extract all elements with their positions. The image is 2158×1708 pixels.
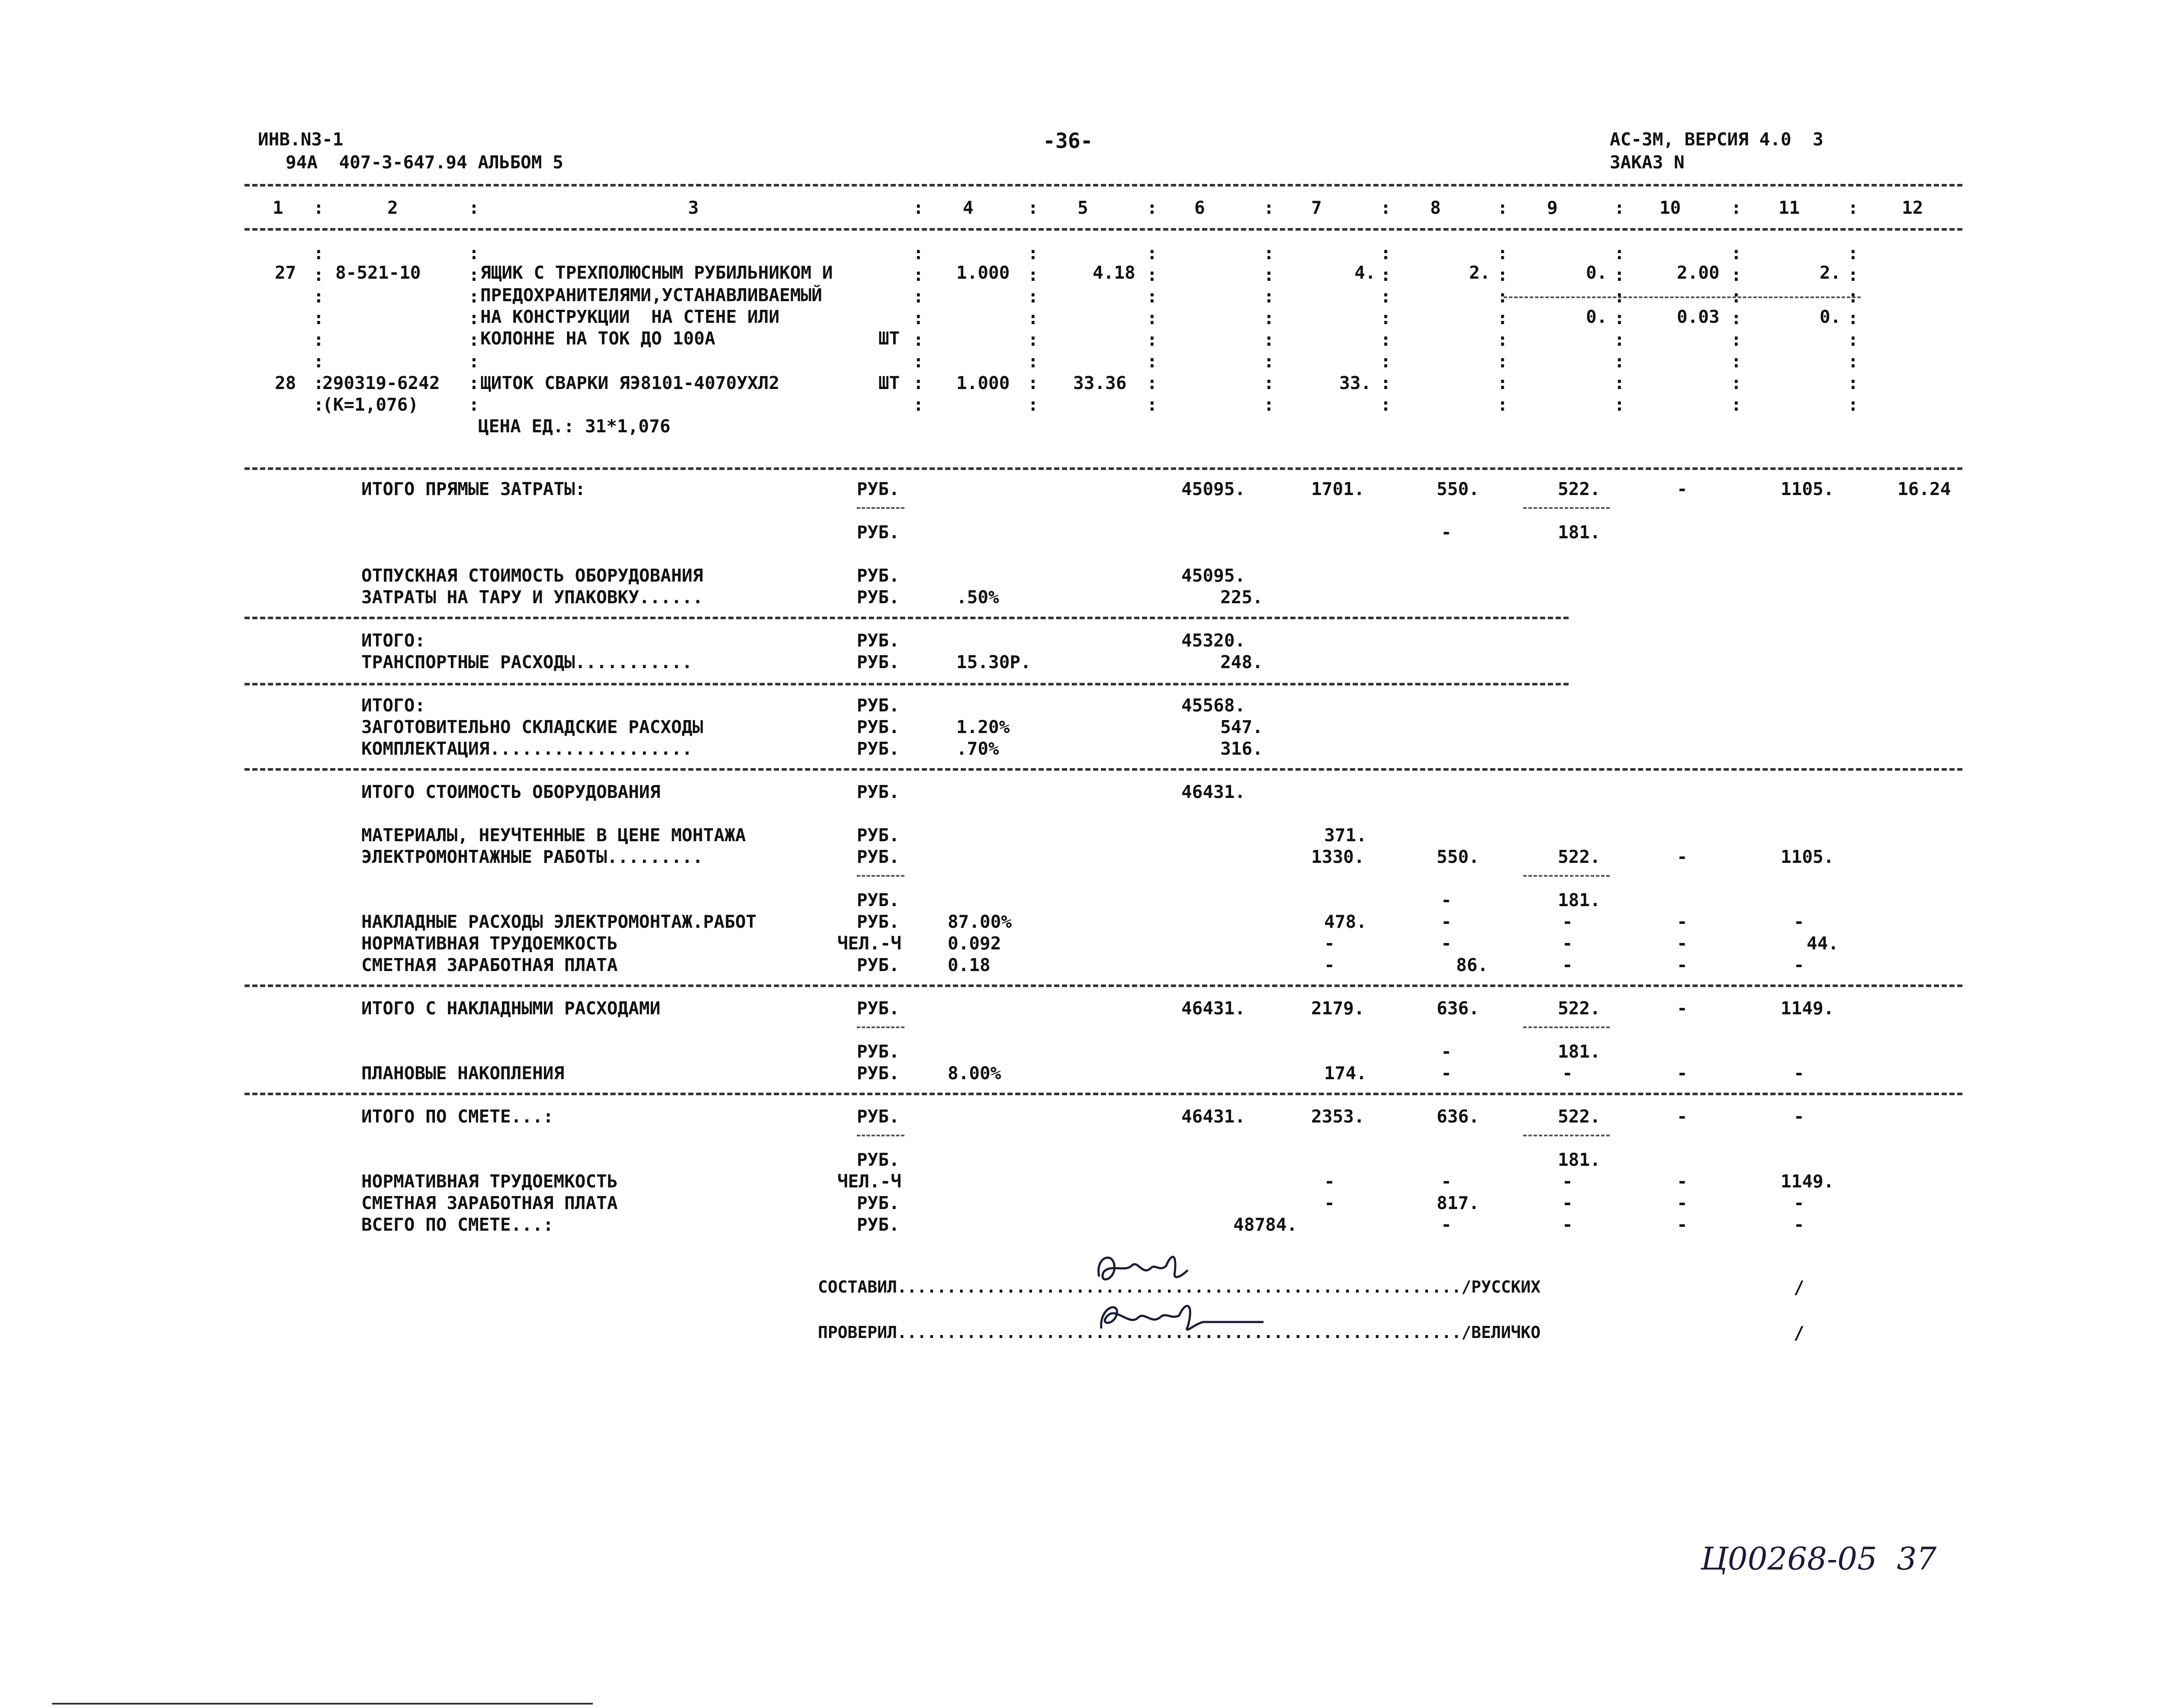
summary-label: ПЛАНОВЫЕ НАКОПЛЕНИЯ [361,1063,564,1084]
summary-col4: 1.20% [956,717,1010,737]
col-separator: : : : : : : : : [1264,243,1274,415]
summary-unit: РУБ. [857,630,900,651]
item-price-note: ЦЕНА ЕД.: 31*1,076 [478,416,671,437]
summary-label: НОРМАТИВНАЯ ТРУДОЕМКОСТЬ [361,1171,618,1192]
col-separator: : [1028,197,1039,218]
summary-col4: 8.00% [948,1063,1001,1084]
item-col10-sub: 0.03 [1677,306,1720,327]
summary-unit: РУБ. [857,955,900,975]
summary-col10: - [1677,1063,1688,1084]
summary-unit: РУБ. [857,479,900,499]
col-separator: : [913,197,924,218]
summary-col7: 1701. [1311,479,1365,499]
summary-col11: - [1794,1106,1804,1127]
summary-col8: 817. [1437,1193,1479,1213]
summary-col8: - [1441,890,1452,910]
summary-unit: РУБ. [857,1193,900,1213]
summary-unit: РУБ. [857,1106,900,1127]
summary-unit: РУБ. [857,652,900,672]
summary-col12: 16.24 [1897,479,1951,499]
col-separator: : : : : : : : : [1497,243,1508,415]
col-separator: : : : : : : : : [469,243,479,415]
item-code: 8-521-10 [335,262,421,283]
summary-unit: РУБ. [857,890,900,910]
summary-label: МАТЕРИАЛЫ, НЕУЧТЕННЫЕ В ЦЕНЕ МОНТАЖА [361,825,746,846]
col-3: 3 [688,197,699,218]
summary-col9: 181. [1558,1041,1601,1062]
signature-composed [1090,1246,1220,1294]
summary-label: КОМПЛЕКТАЦИЯ................... [361,738,693,759]
item-unit: ШТ [878,328,900,349]
summary-unit: РУБ. [857,565,900,586]
summary-label: СМЕТНАЯ ЗАРАБОТНАЯ ПЛАТА [361,955,618,975]
summary-col8: 550. [1437,479,1479,499]
summary-col6: 45568. [1181,695,1246,716]
summary-col10: - [1677,998,1688,1019]
summary-col8: 636. [1437,998,1479,1019]
archive-number-stamp: Ц00268-05 37 [1701,1541,1937,1577]
summary-total: 48784. [1233,1214,1298,1235]
col-separator: : [313,197,324,218]
summary-label: ИТОГО СТОИМОСТЬ ОБОРУДОВАНИЯ [361,782,661,802]
summary-col9: 522. [1558,846,1601,867]
summary-col4: .50% [956,587,999,608]
summary-unit: РУБ. [857,911,900,932]
summary-col9: - [1562,1063,1573,1084]
col-4: 4 [963,197,974,218]
section-rule [244,617,1569,619]
item-col9-sub: 0. [1586,306,1608,327]
scan-edge-line [52,1703,593,1705]
item-quantity: 1.000 [956,373,1010,393]
unit-underline [857,1026,904,1028]
slash-mark: / [1794,1277,1804,1298]
summary-col9: - [1562,1214,1573,1235]
summary-unit: РУБ. [857,998,900,1019]
summary-col6: 248. [1220,652,1263,672]
summary-col8: - [1441,1063,1452,1084]
summary-col6: 547. [1220,717,1263,737]
summary-unit: РУБ. [857,782,900,802]
col-separator: : : : : : : : : [313,243,324,415]
summary-label: ИТОГО: [361,630,426,651]
summary-col9: 522. [1558,998,1601,1019]
summary-unit: ЧЕЛ.-Ч [837,933,902,954]
summary-unit: ЧЕЛ.-Ч [837,1171,902,1192]
summary-col8: - [1441,1171,1452,1192]
item-description-line: ПРЕДОХРАНИТЕЛЯМИ,УСТАНАВЛИВАЕМЫЙ [480,285,822,306]
summary-col6: 45095. [1181,479,1246,499]
summary-col4: 15.30Р. [956,652,1031,672]
summary-unit: РУБ. [857,1214,900,1235]
summary-col8: 550. [1437,846,1479,867]
item-number: 28 [275,373,296,393]
col-separator: : : : : : : : : [1380,243,1391,415]
header-top-rule [244,184,1962,187]
col-separator: : : : : : : : : [1848,243,1859,415]
summary-col7: 371. [1324,825,1367,846]
summary-unit: РУБ. [857,1149,900,1170]
col-separator: : : : : : : : : [1614,243,1625,415]
summary-label: ИТОГО ПО СМЕТЕ...: [361,1106,554,1127]
item-description-line: НА КОНСТРУКЦИИ НА СТЕНЕ ИЛИ [480,306,780,327]
summary-col11: 1149. [1781,998,1834,1019]
summary-col10: - [1677,933,1688,954]
col-separator: : [1264,197,1274,218]
summary-col9: 181. [1558,522,1601,543]
summary-col6: 46431. [1181,998,1246,1019]
item-col7: 4. [1354,262,1376,283]
col-2: 2 [387,197,398,218]
summary-col9: - [1562,1193,1573,1213]
summary-unit: РУБ. [857,738,900,759]
summary-col8: 636. [1437,1106,1479,1127]
summary-label: ЗАТРАТЫ НА ТАРУ И УПАКОВКУ...... [361,587,703,608]
summary-label: НАКЛАДНЫЕ РАСХОДЫ ЭЛЕКТРОМОНТАЖ.РАБОТ [361,911,757,932]
summary-col8: - [1441,911,1452,932]
col-7: 7 [1311,197,1322,218]
section-rule [244,768,1962,771]
summary-col9: - [1562,933,1573,954]
summary-col7: 2353. [1311,1106,1365,1127]
summary-unit: РУБ. [857,695,900,716]
col9-underline [1523,1135,1610,1136]
summary-col10: - [1677,479,1688,499]
summary-unit: РУБ. [857,717,900,737]
section-rule [244,683,1569,685]
item-col7: 33. [1339,373,1372,393]
col-12: 12 [1902,197,1923,218]
summary-label: ЗАГОТОВИТЕЛЬНО СКЛАДСКИЕ РАСХОДЫ [361,717,703,737]
summary-col8: - [1441,1214,1452,1235]
order-label: ЗАКАЗ N [1610,152,1685,173]
summary-col9: - [1562,911,1573,932]
item-unit-price: 33.36 [1073,373,1127,393]
summary-label: ЭЛЕКТРОМОНТАЖНЫЕ РАБОТЫ......... [361,846,703,867]
item-col8: 2. [1469,262,1491,283]
col-separator: : : : : : : : : [1731,243,1742,415]
summary-col7: - [1324,933,1335,954]
summary-label: ИТОГО С НАКЛАДНЫМИ РАСХОДАМИ [361,998,661,1019]
col-separator: : [1614,197,1625,218]
summary-unit: РУБ. [857,522,900,543]
summary-col10: - [1677,1171,1688,1192]
summary-label: СМЕТНАЯ ЗАРАБОТНАЯ ПЛАТА [361,1193,618,1213]
summary-col9: 181. [1558,1149,1601,1170]
summary-col11: 44. [1807,933,1839,954]
album-reference: 94А 407-3-647.94 АЛЬБОМ 5 [286,152,563,173]
item-col11-sub: 0. [1820,306,1841,327]
section-rule [244,1093,1962,1095]
summary-unit: РУБ. [857,587,900,608]
item-code-coefficient: (К=1,076) [322,394,419,415]
unit-underline [857,507,904,509]
summary-col11: - [1794,1214,1804,1235]
summary-label: ИТОГО ПРЯМЫЕ ЗАТРАТЫ: [361,479,586,499]
summary-col10: - [1677,955,1688,975]
item-subrule [1504,296,1861,298]
item-number: 27 [275,262,296,283]
summary-col7: - [1324,1171,1335,1192]
summary-col11: - [1794,911,1804,932]
summary-col6: 45320. [1181,630,1246,651]
summary-col6: 316. [1220,738,1263,759]
item-description-line: ЯЩИК С ТРЕХПОЛЮСНЫМ РУБИЛЬНИКОМ И [480,262,833,283]
summary-col4: 87.00% [948,911,1012,932]
summary-label: НОРМАТИВНАЯ ТРУДОЕМКОСТЬ [361,933,618,954]
item-code: 290319-6242 [322,373,440,393]
summary-col8: - [1441,933,1452,954]
item-quantity: 1.000 [956,262,1010,283]
summary-col9: 522. [1558,479,1601,499]
unit-underline [857,1135,904,1136]
item-unit: ШТ [878,373,900,393]
summary-col7: 2179. [1311,998,1365,1019]
summary-col8: - [1441,522,1452,543]
col9-underline [1523,875,1610,877]
summary-col8: 86. [1456,955,1489,975]
summary-col11: 1105. [1781,846,1834,867]
composed-by-line: СОСТАВИЛ........................................................./РУССКИХ [818,1277,1541,1296]
section-rule [244,984,1962,987]
col-separator: : : : : : : : : [1028,243,1039,415]
inventory-number: ИНВ.N3-1 [258,129,344,150]
col-separator: : : : : : : : : [913,243,924,415]
summary-label: ВСЕГО ПО СМЕТЕ...: [361,1214,554,1235]
col-10: 10 [1660,197,1681,218]
summary-unit: РУБ. [857,846,900,867]
summary-col7: - [1324,955,1335,975]
summary-col6: 225. [1220,587,1263,608]
summary-col9: - [1562,1171,1573,1192]
col9-underline [1523,507,1610,509]
summary-col9: 522. [1558,1106,1601,1127]
summary-col4: .70% [956,738,999,759]
summary-col10: - [1677,911,1688,932]
col-separator: : : : : : : : : [1147,243,1158,415]
page-number: -36- [1043,129,1093,153]
summary-col7: 478. [1324,911,1367,932]
item-description-line: КОЛОННЕ НА ТОК ДО 100А [480,328,716,349]
col-9: 9 [1547,197,1558,218]
summary-col11: 1149. [1781,1171,1834,1192]
summary-col9: 181. [1558,890,1601,910]
program-version: АС-3М, ВЕРСИЯ 4.0 3 [1610,129,1824,150]
summary-unit: РУБ. [857,825,900,846]
summary-label: ОТПУСКНАЯ СТОИМОСТЬ ОБОРУДОВАНИЯ [361,565,703,586]
item-unit-price: 4.18 [1093,262,1135,283]
summary-col6: 45095. [1181,565,1246,586]
summary-col11: - [1794,1063,1804,1084]
unit-underline [857,875,904,877]
summary-label: ТРАНСПОРТНЫЕ РАСХОДЫ........... [361,652,693,672]
summary-label: ИТОГО: [361,695,426,716]
summary-col10: - [1677,1193,1688,1213]
summary-col7: - [1324,1193,1335,1213]
summary-col7: 1330. [1311,846,1365,867]
signature-checked [1090,1294,1272,1341]
summary-unit: РУБ. [857,1063,900,1084]
item-col9: 0. [1586,262,1608,283]
summary-col10: - [1677,846,1688,867]
summary-col10: - [1677,1106,1688,1127]
summary-col11: - [1794,955,1804,975]
col-8: 8 [1430,197,1441,218]
header-bottom-rule [244,228,1962,231]
col-separator: : [1380,197,1391,218]
col-separator: : [1497,197,1508,218]
col-separator: : [1731,197,1742,218]
summary-col11: - [1794,1193,1804,1213]
checked-by-line: ПРОВЕРИЛ........................................................./ВЕЛИЧКО [818,1323,1541,1342]
col-11: 11 [1779,197,1800,218]
summary-col9: - [1562,955,1573,975]
col9-underline [1523,1026,1610,1028]
item-col10: 2.00 [1677,262,1720,283]
summary-col4: 0.18 [948,955,991,975]
summary-col10: - [1677,1214,1688,1235]
summary-col8: - [1441,1041,1452,1062]
items-bottom-rule [244,467,1962,470]
col-1: 1 [273,197,283,218]
col-separator: : [1848,197,1859,218]
summary-col7: 174. [1324,1063,1367,1084]
slash-mark: / [1794,1322,1804,1343]
item-description-line: ЩИТОК СВАРКИ ЯЭ8101-4070УХЛ2 [480,373,780,393]
item-col11: 2. [1820,262,1841,283]
summary-col6: 46431. [1181,782,1246,802]
summary-col11: 1105. [1781,479,1834,499]
summary-col6: 46431. [1181,1106,1246,1127]
col-6: 6 [1194,197,1205,218]
col-5: 5 [1077,197,1088,218]
summary-unit: РУБ. [857,1041,900,1062]
col-separator: : [469,197,479,218]
col-separator: : [1147,197,1158,218]
summary-col4: 0.092 [948,933,1001,954]
